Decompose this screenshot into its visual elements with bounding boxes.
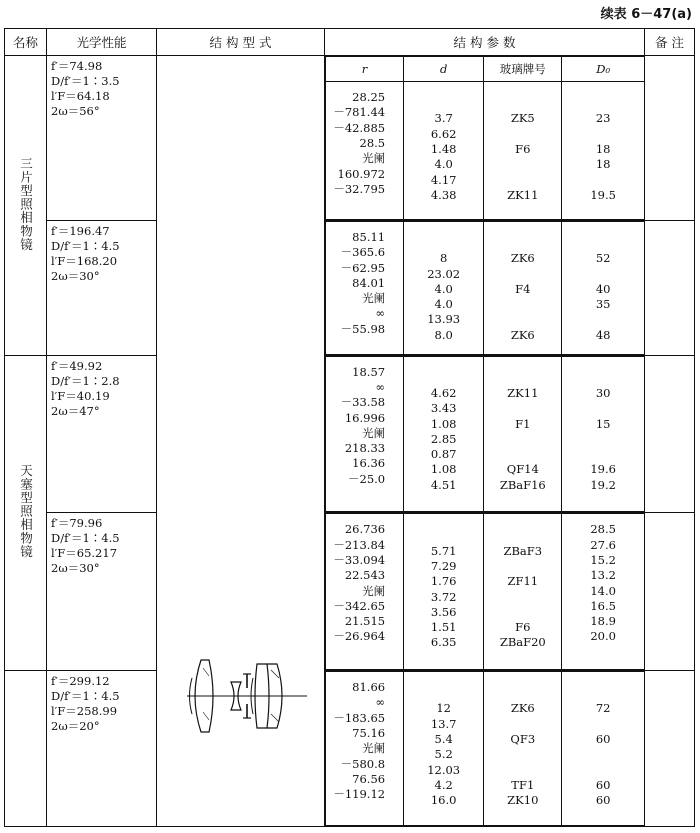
column-r — [326, 672, 404, 826]
thickness-value: 4.17 — [430, 172, 457, 187]
column-d — [404, 356, 484, 512]
radius-value: ∞ — [375, 695, 386, 710]
thickness-value: 0.87 — [430, 447, 457, 462]
glass-value: ZK6 — [510, 251, 535, 266]
header-structure: 结 构 型 式 — [157, 29, 325, 56]
optical-spec: l′F＝258.99 — [51, 704, 118, 719]
diameter-value — [562, 96, 644, 111]
glass-value — [484, 401, 561, 416]
radius-value: 160.972 — [337, 166, 386, 181]
diameter-value: 14.0 — [590, 583, 616, 598]
thickness-value: 4.0 — [434, 297, 453, 312]
sub-header-glass: 玻璃牌号 — [484, 57, 562, 82]
column-r — [326, 221, 404, 354]
radius-value: 光阑 — [362, 425, 386, 440]
radius-value: －342.65 — [333, 598, 386, 613]
diameter-value: 27.6 — [590, 537, 616, 552]
radius-value: －580.8 — [340, 756, 386, 771]
optical-spec: D/f′＝1∶4.5 — [51, 689, 120, 704]
optical-spec: D/f′＝1∶3.5 — [51, 74, 120, 89]
column-d — [404, 82, 484, 220]
diameter-value — [562, 763, 644, 778]
group-name-cell — [5, 56, 47, 356]
glass-value: ZBaF20 — [499, 635, 546, 650]
diameter-value — [562, 401, 644, 416]
glass-value — [484, 127, 561, 142]
radius-value: 16.996 — [344, 410, 386, 425]
glass-value — [484, 173, 561, 188]
optical-spec: f′＝196.47 — [51, 223, 110, 238]
glass-value: F6 — [515, 142, 531, 157]
params-subheader-row — [326, 57, 645, 82]
diameter-value — [562, 717, 644, 732]
thickness-value: 8.0 — [434, 327, 453, 342]
diameter-value: 23 — [595, 111, 611, 126]
lens-data-table — [4, 28, 695, 827]
optical-performance-cell — [47, 513, 157, 671]
diameter-value — [562, 371, 644, 386]
column-d — [404, 221, 484, 354]
radius-value: 28.25 — [352, 90, 386, 105]
thickness-value — [404, 371, 483, 386]
optical-spec: D/f′＝1∶4.5 — [51, 531, 120, 546]
thickness-value: 4.0 — [434, 281, 453, 296]
thickness-value: 3.43 — [430, 401, 457, 416]
diameter-value: 18.9 — [590, 614, 616, 629]
radius-value: 81.66 — [352, 680, 386, 695]
group-name: 天塞型照相物镜 — [18, 464, 34, 559]
column-d — [404, 514, 484, 670]
thickness-value: 13.7 — [430, 716, 457, 731]
optical-performance-cell — [47, 671, 157, 827]
diameter-value — [562, 236, 644, 251]
thickness-value: 13.93 — [427, 312, 461, 327]
diameter-value: 52 — [595, 251, 611, 266]
structure-diagram-cell — [157, 56, 325, 827]
column-D0 — [562, 82, 644, 220]
diameter-value — [562, 747, 644, 762]
column-glass — [484, 356, 562, 512]
diameter-value: 60 — [595, 732, 611, 747]
diameter-value: 15 — [595, 416, 611, 431]
structure-params-cell — [325, 56, 645, 221]
diameter-value: 16.5 — [590, 598, 616, 613]
optical-spec: f′＝79.96 — [51, 516, 103, 531]
glass-value — [484, 432, 561, 447]
thickness-value: 3.72 — [430, 589, 457, 604]
radius-value: －33.58 — [340, 395, 386, 410]
diameter-value: 40 — [595, 281, 611, 296]
thickness-value — [404, 236, 483, 251]
diameter-value — [562, 173, 644, 188]
column-d — [404, 672, 484, 826]
radius-value: 22.543 — [344, 568, 386, 583]
glass-value: ZBaF3 — [503, 543, 543, 558]
diameter-value — [562, 312, 644, 327]
glass-value — [484, 236, 561, 251]
header-row — [5, 29, 695, 56]
glass-value — [484, 590, 561, 605]
sub-header-r: r — [326, 57, 404, 82]
notes-cell — [645, 513, 695, 671]
params-data-row — [326, 514, 645, 670]
structure-params-cell — [325, 355, 645, 513]
thickness-value: 12 — [436, 701, 451, 716]
column-D0 — [562, 356, 644, 512]
thickness-value: 5.2 — [434, 747, 453, 762]
radius-value: －62.95 — [340, 260, 386, 275]
diameter-value — [562, 267, 644, 282]
optical-spec: l′F＝168.20 — [51, 253, 118, 268]
glass-value — [484, 717, 561, 732]
radius-value: 218.33 — [344, 441, 386, 456]
optical-spec: f′＝299.12 — [51, 674, 110, 689]
radius-value: －213.84 — [333, 537, 386, 552]
optical-performance-cell — [47, 220, 157, 355]
params-data-row — [326, 672, 645, 826]
glass-value — [484, 605, 561, 620]
thickness-value — [404, 96, 483, 111]
structure-params-cell — [325, 220, 645, 355]
thickness-value — [404, 528, 483, 543]
notes-cell — [645, 355, 695, 513]
diameter-value: 13.2 — [590, 568, 616, 583]
radius-value: －55.98 — [340, 321, 386, 336]
radius-value: －183.65 — [333, 710, 386, 725]
glass-value — [484, 371, 561, 386]
column-r — [326, 356, 404, 512]
optical-performance-cell — [47, 56, 157, 221]
optical-spec: 2ω＝30° — [51, 268, 100, 283]
column-r — [326, 514, 404, 670]
diameter-value: 72 — [595, 701, 611, 716]
radius-value: －25.0 — [348, 471, 386, 486]
radius-value: －781.44 — [333, 105, 386, 120]
diameter-value: 19.2 — [590, 477, 616, 492]
glass-value — [484, 447, 561, 462]
glass-value: F1 — [515, 416, 531, 431]
thickness-value: 4.62 — [430, 385, 457, 400]
glass-value: ZK5 — [510, 111, 535, 126]
radius-value: 76.56 — [352, 771, 386, 786]
thickness-value: 5.71 — [430, 543, 457, 558]
diameter-value — [562, 686, 644, 701]
diameter-value: 48 — [595, 327, 611, 342]
thickness-value: 2.85 — [430, 431, 457, 446]
thickness-value: 3.7 — [434, 111, 453, 126]
thickness-value: 6.35 — [430, 635, 457, 650]
radius-value: －42.885 — [333, 120, 386, 135]
optical-spec: l′F＝40.19 — [51, 388, 110, 403]
radius-value: 84.01 — [352, 275, 386, 290]
notes-cell — [645, 671, 695, 827]
optical-spec: D/f′＝1∶4.5 — [51, 238, 120, 253]
diameter-value: 35 — [595, 297, 611, 312]
thickness-value: 1.48 — [430, 142, 457, 157]
radius-value: 18.57 — [352, 364, 386, 379]
diameter-value — [562, 127, 644, 142]
glass-value — [484, 157, 561, 172]
optical-spec: l′F＝64.18 — [51, 89, 110, 104]
table-row — [5, 56, 695, 221]
glass-value — [484, 267, 561, 282]
group-name-cell — [5, 355, 47, 671]
thickness-value: 4.2 — [434, 777, 453, 792]
thickness-value: 8 — [440, 251, 448, 266]
thickness-value: 4.51 — [430, 477, 457, 492]
table-caption: 续表 6－47(a) — [600, 7, 692, 22]
glass-value: F4 — [515, 281, 531, 296]
radius-value: 16.36 — [352, 456, 386, 471]
header-optical: 光学性能 — [47, 29, 157, 56]
params-data-row — [326, 356, 645, 512]
radius-value: 26.736 — [344, 522, 386, 537]
table-row — [5, 355, 695, 513]
radius-value: 光阑 — [362, 741, 386, 756]
diameter-value: 15.2 — [590, 553, 616, 567]
table-row — [5, 513, 695, 671]
glass-value — [484, 528, 561, 543]
glass-value: ZK11 — [507, 385, 539, 400]
header-notes: 备 注 — [645, 29, 695, 56]
thickness-value: 12.03 — [427, 762, 461, 777]
thickness-value: 3.56 — [430, 604, 457, 619]
diameter-value: 18 — [595, 142, 611, 157]
optical-spec: 2ω＝56° — [51, 104, 100, 119]
glass-value: ZK6 — [510, 327, 535, 342]
column-D0 — [562, 514, 644, 670]
diameter-value: 20.0 — [590, 629, 616, 644]
group-name: 三片型照相物镜 — [18, 156, 34, 252]
thickness-value: 4.0 — [434, 157, 453, 172]
glass-value — [484, 747, 561, 762]
optical-spec: f′＝49.92 — [51, 358, 103, 373]
glass-value: ZK10 — [507, 793, 539, 808]
thickness-value: 1.51 — [430, 620, 457, 635]
radius-value: 21.515 — [344, 614, 386, 629]
diameter-value — [562, 447, 644, 462]
glass-value: ZBaF16 — [499, 477, 546, 492]
column-glass — [484, 82, 562, 220]
glass-value: ZK11 — [507, 187, 539, 202]
diameter-value: 30 — [595, 385, 611, 400]
thickness-value: 1.08 — [430, 416, 457, 431]
glass-value — [484, 686, 561, 701]
column-D0 — [562, 672, 644, 826]
thickness-value — [404, 686, 483, 701]
radius-value: －26.964 — [333, 629, 386, 644]
diameter-value — [562, 432, 644, 447]
glass-value: QF3 — [510, 732, 536, 747]
glass-value: TF1 — [511, 777, 535, 792]
thickness-value: 1.08 — [430, 462, 457, 477]
thickness-value: 1.76 — [430, 574, 457, 589]
optical-spec: D/f′＝1∶2.8 — [51, 373, 120, 388]
sub-header-d0: D₀ — [562, 57, 644, 82]
radius-value: 光阑 — [362, 291, 386, 306]
radius-value: －33.094 — [333, 553, 386, 567]
diameter-value: 60 — [595, 793, 611, 808]
diameter-value: 19.5 — [590, 187, 616, 202]
radius-value: －32.795 — [333, 181, 386, 196]
structure-params-cell — [325, 513, 645, 671]
column-r — [326, 82, 404, 220]
optical-spec: 2ω＝30° — [51, 561, 100, 576]
header-params: 结 构 参 数 — [325, 29, 645, 56]
radius-value: 75.16 — [352, 726, 386, 741]
diameter-value: 28.5 — [590, 522, 616, 537]
radius-value: 光阑 — [362, 151, 386, 166]
table-row — [5, 220, 695, 355]
optical-spec: f′＝74.98 — [51, 59, 103, 74]
radius-value: 85.11 — [352, 229, 386, 244]
column-glass — [484, 672, 562, 826]
radius-value: ∞ — [375, 306, 386, 321]
notes-cell — [645, 220, 695, 355]
notes-cell — [645, 56, 695, 221]
radius-value: －365.6 — [340, 245, 386, 260]
name-cell-empty — [5, 671, 47, 827]
column-D0 — [562, 221, 644, 354]
radius-value: －119.12 — [333, 787, 386, 802]
thickness-value: 4.38 — [430, 187, 457, 202]
glass-value: ZF11 — [507, 574, 539, 589]
optical-spec: l′F＝65.217 — [51, 546, 118, 561]
diameter-value: 19.6 — [590, 462, 616, 477]
radius-value: 28.5 — [359, 136, 386, 151]
glass-value: ZK6 — [510, 701, 535, 716]
glass-value — [484, 559, 561, 574]
glass-value — [484, 312, 561, 327]
optical-performance-cell — [47, 355, 157, 513]
thickness-value: 23.02 — [427, 266, 461, 281]
header-name: 名称 — [5, 29, 47, 56]
diameter-value: 18 — [595, 157, 611, 172]
table-row — [5, 671, 695, 827]
column-glass — [484, 221, 562, 354]
radius-value: 光阑 — [362, 583, 386, 598]
glass-value — [484, 763, 561, 778]
params-data-row — [326, 82, 645, 220]
optical-spec: 2ω＝47° — [51, 403, 100, 418]
glass-value: QF14 — [506, 462, 539, 477]
glass-value — [484, 96, 561, 111]
sub-header-d: d — [404, 57, 484, 82]
lens-diagram — [187, 656, 307, 736]
radius-value: ∞ — [375, 379, 386, 394]
thickness-value: 5.4 — [434, 732, 453, 747]
thickness-value: 16.0 — [430, 793, 457, 808]
glass-value — [484, 297, 561, 312]
optical-spec: 2ω＝20° — [51, 719, 100, 734]
params-data-row — [326, 221, 645, 354]
diameter-value: 60 — [595, 777, 611, 792]
thickness-value: 6.62 — [430, 126, 457, 141]
structure-params-cell — [325, 671, 645, 827]
thickness-value: 7.29 — [430, 559, 457, 573]
column-glass — [484, 514, 562, 670]
glass-value: F6 — [515, 620, 531, 635]
